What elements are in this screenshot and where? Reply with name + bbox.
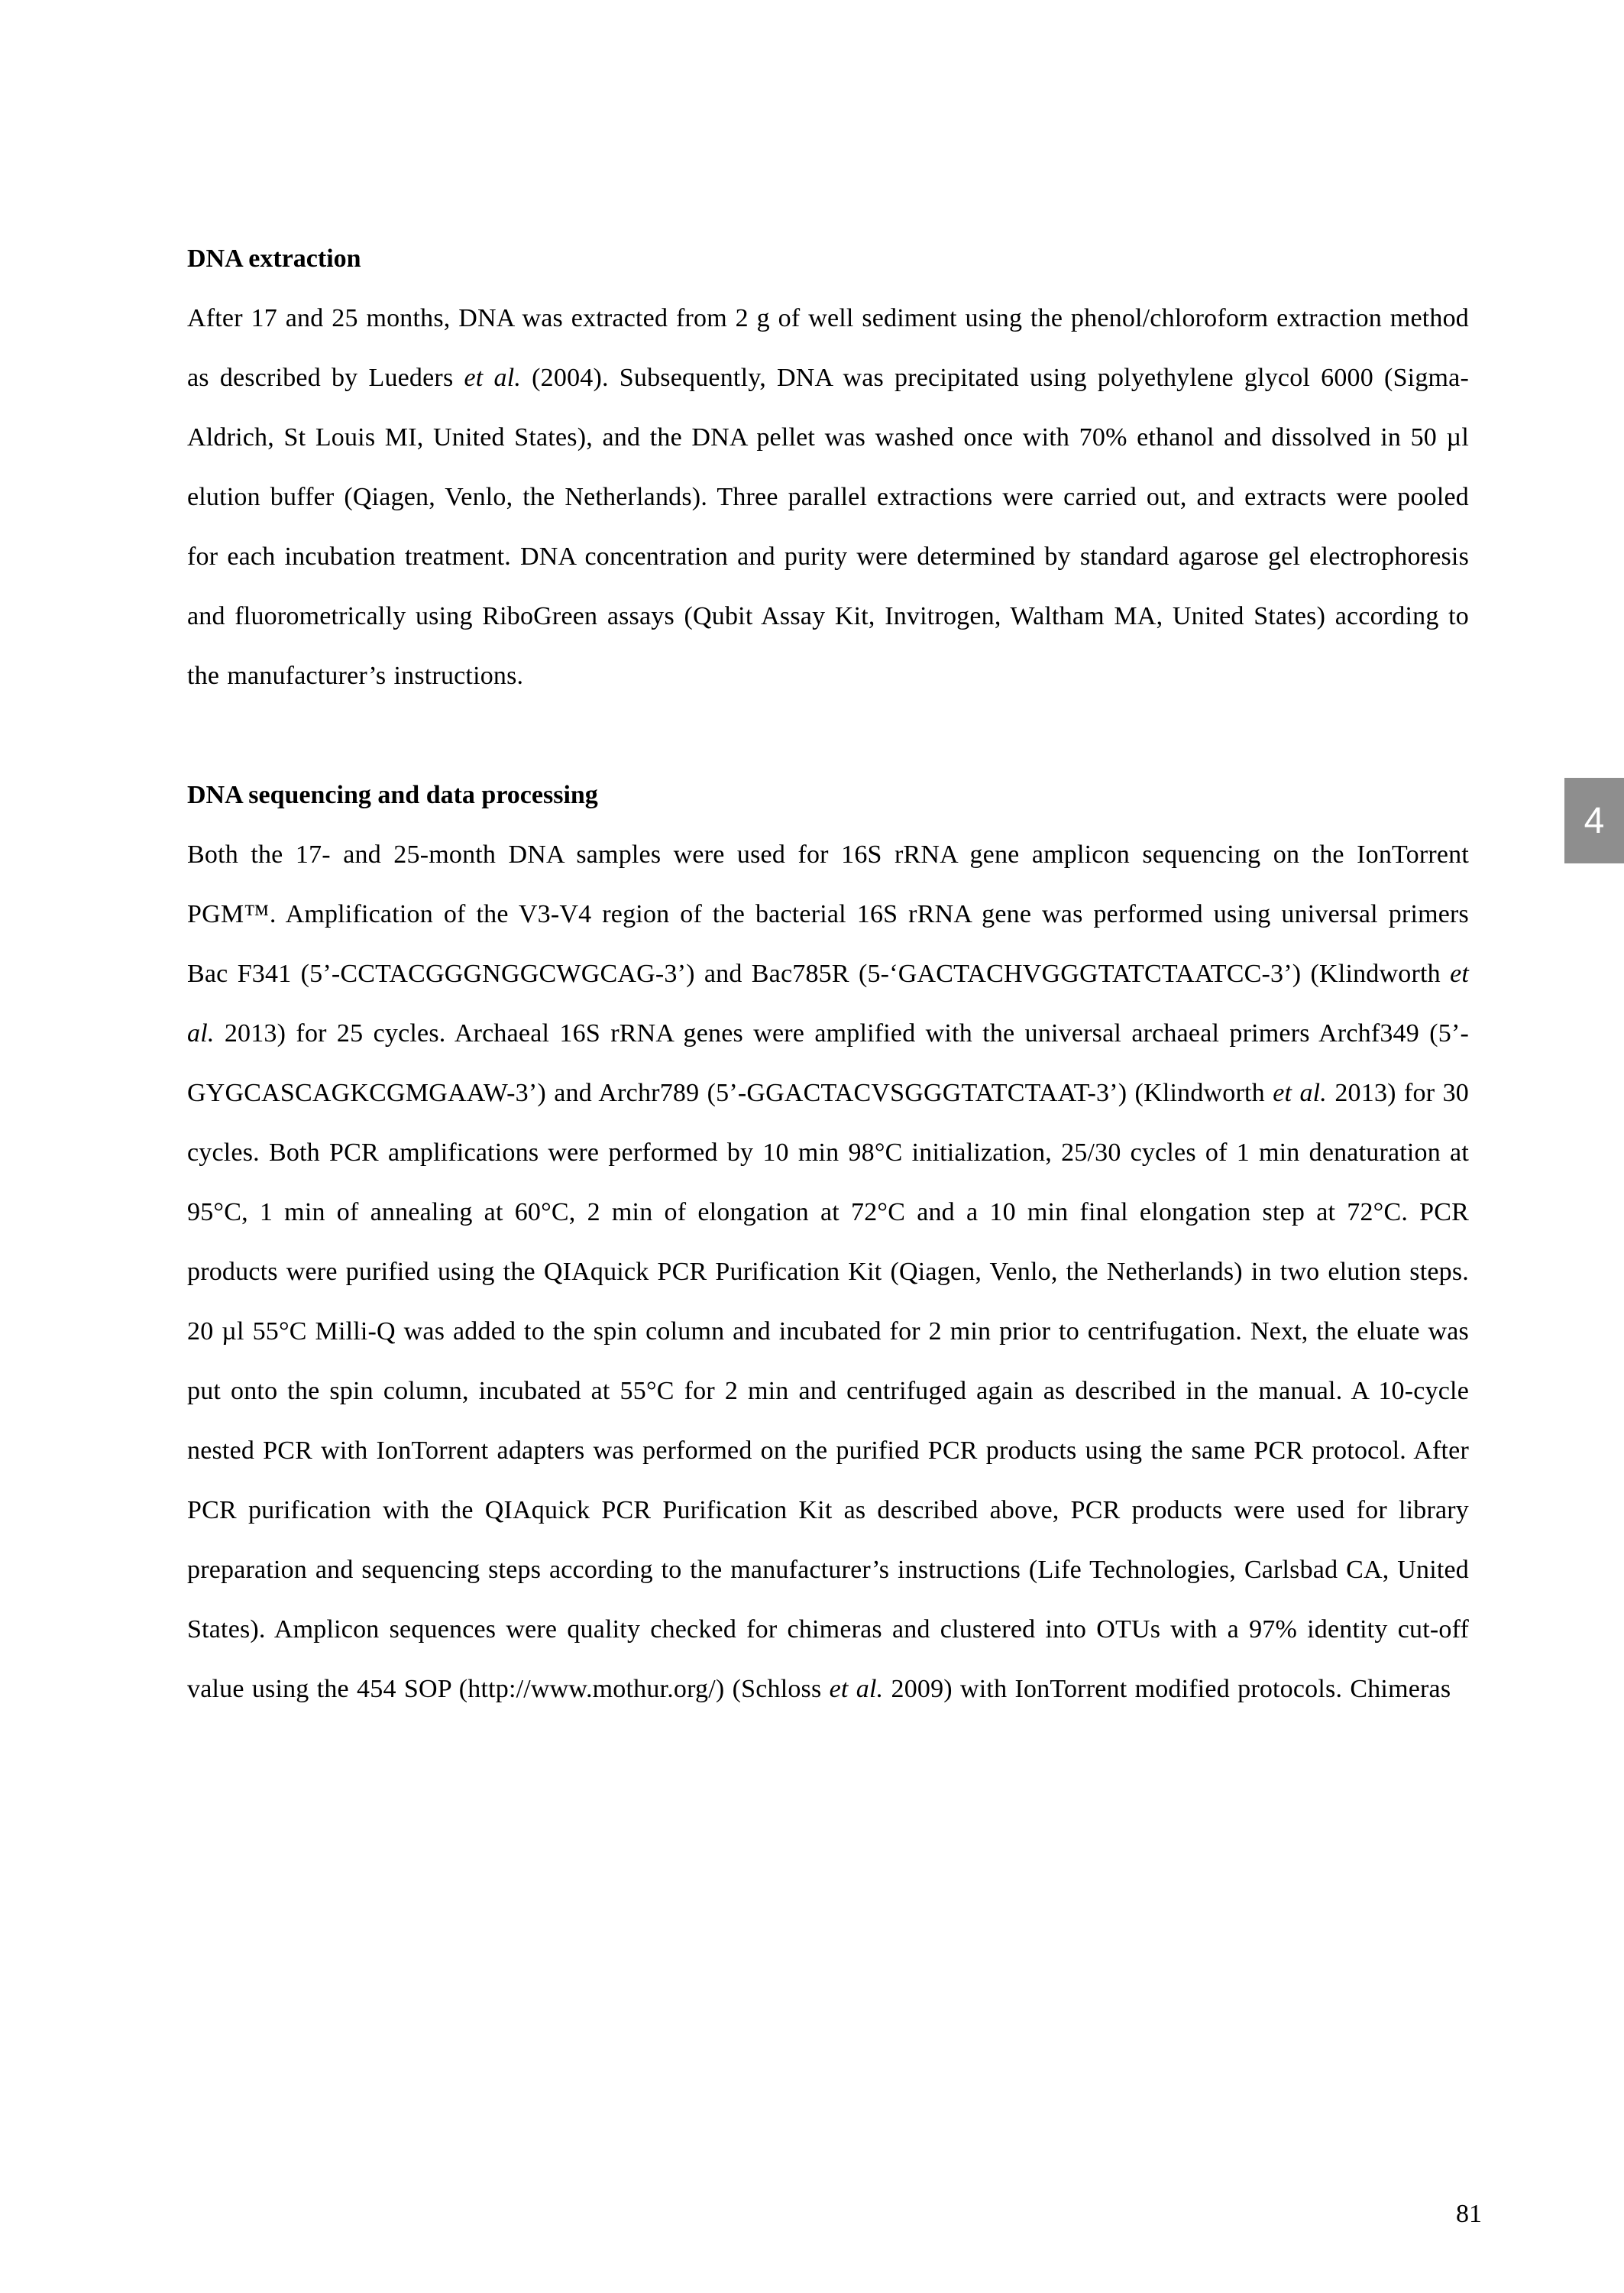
section-heading: DNA sequencing and data processing xyxy=(187,781,598,809)
chapter-tab xyxy=(1564,778,1624,863)
section-paragraph: Both the 17- and 25-month DNA samples were used for 16S rRNA gene amplicon sequencing on the IonTorrent PGM™. Amplification of the V3-V4 region of the bacterial 16S rRNA gene was performed using universal primers Bac F341 (5’-CCTACGGGNGGCWGCAG-3’) and Bac785R (5-‘GACTACHVGGGTATCTAATCC-3’) (Klindworth et al. 2013) for 25 cycles. Archaeal 16S rRNA genes were amplified with the universal archaeal primers Archf349 (5’-GYGCASCAGKCGMGAAW-3’) and Archr789 (5’-GGACTACVSGGGTATCTAAT-3’) (Klindworth et al. 2013) for 30 cycles. Both PCR amplifications were performed by 10 min 98°C initialization, 25/30 cycles of 1 min denaturation at 95°C, 1 min of annealing at 60°C, 2 min of elongation at 72°C and a 10 min final elongation step at 72°C. PCR products were purified using the QIAquick PCR Purification Kit (Qiagen, Venlo, the Netherlands) in two elution steps. 20 µl 55°C Milli-Q was added to the spin column and incubated for 2 min prior to centrifugation. Next, the eluate was put onto the spin column, incubated at 55°C for 2 min and centrifuged again as described in the manual. A 10-cycle nested PCR with IonTorrent adapters was performed on the purified PCR products using the same PCR protocol. After PCR purification with the QIAquick PCR Purification Kit as described above, PCR products were used for library preparation and sequencing steps according to the manufacturer’s instructions (Life Technologies, Carlsbad CA, United States). Amplicon sequences were quality checked for chimeras and clustered into OTUs with a 97% identity cut-off value using the 454 SOP (http://www.mothur.org/) (Schloss et al. 2009) with IonTorrent modified protocols. Chimeras xyxy=(187,840,1469,1703)
page-number: 81 xyxy=(1456,2200,1482,2228)
page-content xyxy=(187,229,1469,1719)
section-dna-extraction xyxy=(187,229,1469,706)
section-paragraph: After 17 and 25 months, DNA was extracted from 2 g of well sediment using the phenol/chloroform extraction method as described by Lueders et al. (2004). Subsequently, DNA was precipitated using polyethylene glycol 6000 (Sigma-Aldrich, St Louis MI, United States), and the DNA pellet was washed once with 70% ethanol and dissolved in 50 µl elution buffer (Qiagen, Venlo, the Netherlands). Three parallel extractions were carried out, and extracts were pooled for each incubation treatment. DNA concentration and purity were determined by standard agarose gel electrophoresis and fluorometrically using RiboGreen assays (Qubit Assay Kit, Invitrogen, Waltham MA, United States) according to the manufacturer’s instructions. xyxy=(187,304,1469,690)
section-heading: DNA extraction xyxy=(187,245,361,273)
chapter-tab-label: 4 xyxy=(1584,800,1605,841)
section-dna-sequencing xyxy=(187,766,1469,1719)
